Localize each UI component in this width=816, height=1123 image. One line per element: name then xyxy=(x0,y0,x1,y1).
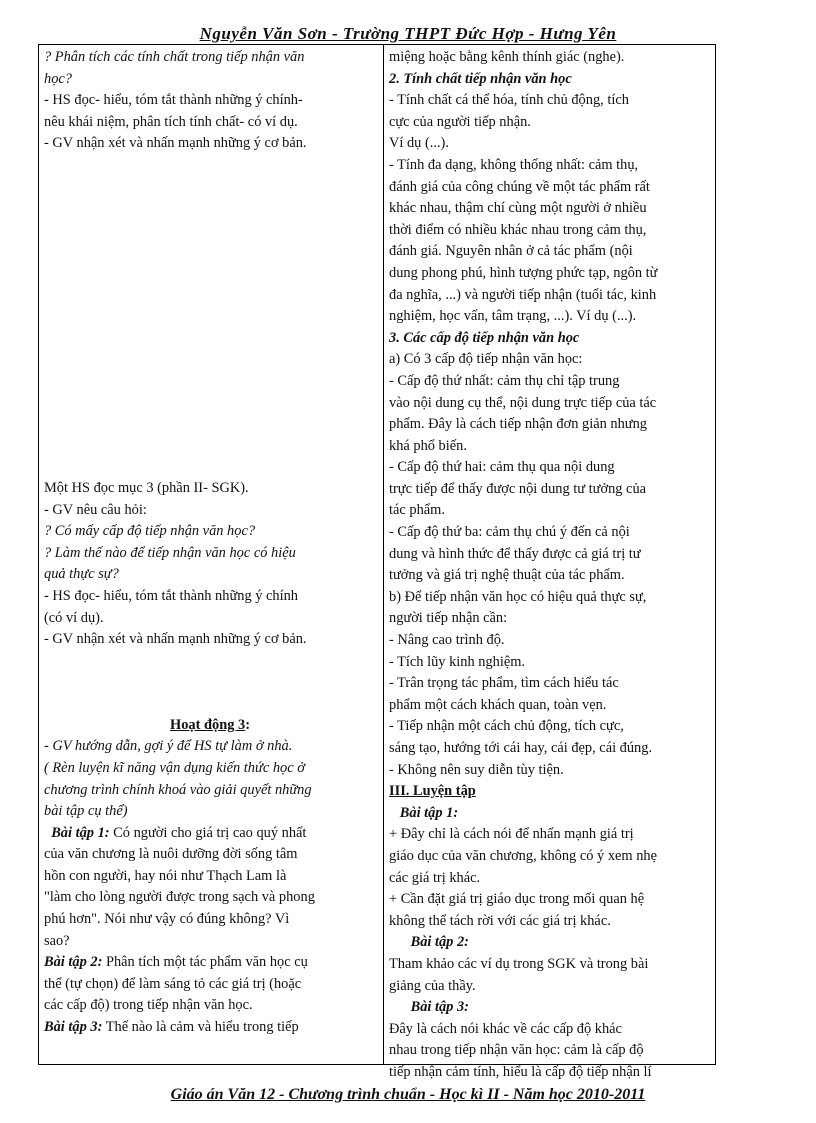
text-line: cực của người tiếp nhận. xyxy=(389,113,531,130)
text-line: thể (tự chọn) để làm sáng tỏ các giá trị (hoặc xyxy=(44,975,302,992)
text-line: + Đây chỉ là cách nói để nhấn mạnh giá trị xyxy=(389,826,634,843)
text-line: "làm cho lòng người được trong sạch và phong xyxy=(44,889,315,906)
text-line: giáo dục của văn chương, không có ý xem nhẹ xyxy=(389,847,657,864)
section-3-title: 3. Các cấp độ tiếp nhận văn học xyxy=(389,329,580,346)
question-line: ? Có mấy cấp độ tiếp nhận văn học? xyxy=(44,523,256,540)
exercise-2-label: Bài tập 2: xyxy=(44,954,103,971)
question-line: quả thực sự? xyxy=(44,566,119,583)
text-line: đánh giá của công chúng về một tác phẩm rất xyxy=(389,178,650,195)
exercise-3-label xyxy=(389,997,711,1019)
instruction-line: - GV hướng dẫn, gợi ý để HS tự làm ở nhà. xyxy=(44,738,293,755)
text-line: + Cần đặt giá trị giáo dục trong mối quan hệ xyxy=(389,891,645,908)
page-footer: Giáo án Văn 12 - Chương trình chuẩn - Học kì II - Năm học 2010-2011 xyxy=(170,1086,646,1103)
exercise-2-label xyxy=(389,932,711,954)
exercise-2 xyxy=(44,952,376,974)
exercise-1-text: Có người cho giá trị cao quý nhất xyxy=(109,824,307,841)
text-line: vào nội dung cụ thể, nội dung trực tiếp của tác xyxy=(389,394,657,411)
text-line: thời điểm có nhiều khác nhau trong cảm thụ, xyxy=(389,221,647,238)
exercise-1-label-text: Bài tập 1: xyxy=(399,804,459,821)
question-line: ? Phân tích các tính chất trong tiếp nhận văn xyxy=(44,49,305,65)
text-line: các giá trị khác. xyxy=(389,869,481,886)
lesson-table xyxy=(38,44,716,1080)
text-line: (có ví dụ). xyxy=(44,609,104,626)
column-divider xyxy=(383,45,384,1064)
text-line: phẩm một cách khách quan, toàn vẹn. xyxy=(389,696,607,713)
text-line: dung phong phú, hình tượng phức tạp, ngôn từ xyxy=(389,264,658,281)
text-line: - Cấp độ thứ ba: cảm thụ chú ý đến cả nội xyxy=(389,524,630,541)
text-line: đánh giá. Nguyên nhân ở cả tác phẩm (nội xyxy=(389,243,633,260)
text-line: Một HS đọc mục 3 (phần II- SGK). xyxy=(44,479,249,496)
text-line: Tham khảo các ví dụ trong SGK và trong bài xyxy=(389,955,649,972)
text-line: nêu khái niệm, phân tích tính chất- có ví dụ. xyxy=(44,113,298,130)
text-line: tác phẩm. xyxy=(389,502,445,519)
text-line: khác nhau, thậm chí cùng một người ở nhiều xyxy=(389,200,647,217)
text-line: Ví dụ (...). xyxy=(389,135,449,152)
text-line: a) Có 3 cấp độ tiếp nhận văn học: xyxy=(389,351,583,368)
text-line: dung và hình thức để thấy được cả giá trị tư xyxy=(389,545,641,562)
text-line: - Trân trọng tác phẩm, tìm cách hiểu tác xyxy=(389,675,619,692)
text-line: tưởng và giá trị nghệ thuật của tác phẩm. xyxy=(389,567,625,584)
text-line: không thể tách rời với các giá trị khác. xyxy=(389,912,611,929)
text-line: đa nghĩa, ...) và người tiếp nhận (tuổi tác, kinh xyxy=(389,286,657,303)
exercise-1-label xyxy=(389,803,711,825)
text-line: - Không nên suy diễn tùy tiện. xyxy=(389,761,564,778)
left-column xyxy=(44,47,376,1039)
text-line: nghiệm, học vấn, tâm trạng, ...). Ví dụ (...). xyxy=(389,308,637,325)
text-line: của văn chương là nuôi dưỡng đời sống tâm xyxy=(44,846,298,863)
text-line: phú hơn". Nói như vậy có đúng không? Vì xyxy=(44,911,290,928)
section-2-title: 2. Tính chất tiếp nhận văn học xyxy=(389,70,572,87)
text-line: - GV nêu câu hỏi: xyxy=(44,501,147,518)
exercise-2-text: Phân tích một tác phẩm văn học cụ xyxy=(102,954,308,971)
exercise-3-label-text: Bài tập 3: xyxy=(410,999,469,1016)
text-line: trực tiếp để thấy được nội dung tư tưởng của xyxy=(389,480,647,497)
text-line: sao? xyxy=(44,932,70,949)
text-line: - Nâng cao trình độ. xyxy=(389,632,505,649)
instruction-line: ( Rèn luyện kĩ năng vận dụng kiến thức học ở xyxy=(44,759,305,776)
text-line: sáng tạo, hướng tới cái hay, cái đẹp, cái đúng. xyxy=(389,740,653,756)
exercise-1 xyxy=(44,823,376,845)
text-line: Đây là cách nói khác về các cấp độ khác xyxy=(389,1020,622,1037)
text-line: - GV nhận xét và nhấn mạnh những ý cơ bản. xyxy=(44,631,307,648)
text-line: - Tính chất cá thể hóa, tính chủ động, tích xyxy=(389,92,629,109)
exercise-3-label: Bài tập 3: xyxy=(44,1019,103,1036)
text-line: - Cấp độ thứ nhất: cảm thụ chỉ tập trung xyxy=(389,372,620,389)
exercise-3 xyxy=(44,1017,376,1039)
page-header: Nguyễn Văn Sơn - Trường THPT Đức Hợp - Hưng Yên xyxy=(199,24,617,43)
text-line: - Tính đa dạng, không thống nhất: cảm thụ, xyxy=(389,156,639,173)
text-line: - GV nhận xét và nhấn mạnh những ý cơ bản. xyxy=(44,135,307,152)
exercise-2-label-text: Bài tập 2: xyxy=(410,934,469,951)
section-practice-title: III. Luyện tập xyxy=(389,783,476,800)
text-line: khá phổ biến. xyxy=(389,437,467,454)
text-line: b) Để tiếp nhận văn học có hiệu quả thực sự, xyxy=(389,588,647,605)
text-line: hồn con người, hay nói như Thạch Lam là xyxy=(44,867,287,884)
text-line: - Tích lũy kinh nghiệm. xyxy=(389,653,526,670)
text-line: - HS đọc- hiểu, tóm tắt thành những ý chính xyxy=(44,587,299,604)
text-line: phẩm. Đây là cách tiếp nhận đơn giản nhưng xyxy=(389,416,647,433)
text-line: miệng hoặc bằng kênh thính giác (nghe). xyxy=(389,49,625,65)
exercise-3-text: Thế nào là cảm và hiểu trong tiếp xyxy=(102,1019,299,1036)
text-line: - Cấp độ thứ hai: cảm thụ qua nội dung xyxy=(389,459,615,476)
exercise-1-label: Bài tập 1: xyxy=(51,824,110,841)
text-line: - Tiếp nhận một cách chủ động, tích cực, xyxy=(389,718,624,735)
text-line: tiếp nhận cảm tính, hiểu là cấp độ tiếp nhận lí xyxy=(389,1063,652,1080)
text-line: - HS đọc- hiểu, tóm tắt thành những ý chính- xyxy=(44,92,303,109)
text-line: nhau trong tiếp nhận văn học: cảm là cấp độ xyxy=(389,1042,644,1059)
question-line: ? Làm thế nào để tiếp nhận văn học có hiệu xyxy=(44,544,296,561)
text-line: giảng của thầy. xyxy=(389,977,476,994)
activity-heading xyxy=(44,715,376,737)
right-column xyxy=(389,47,711,1084)
instruction-line: chương trình chính khoá vào giải quyết những xyxy=(44,781,312,798)
activity-colon: : xyxy=(245,716,250,733)
instruction-line: bài tập cụ thể) xyxy=(44,803,128,820)
question-line: học? xyxy=(44,70,72,87)
text-line: các cấp độ) trong tiếp nhận văn học. xyxy=(44,997,253,1014)
activity-title: Hoạt động 3 xyxy=(170,716,246,733)
text-line: người tiếp nhận cần: xyxy=(389,610,508,627)
